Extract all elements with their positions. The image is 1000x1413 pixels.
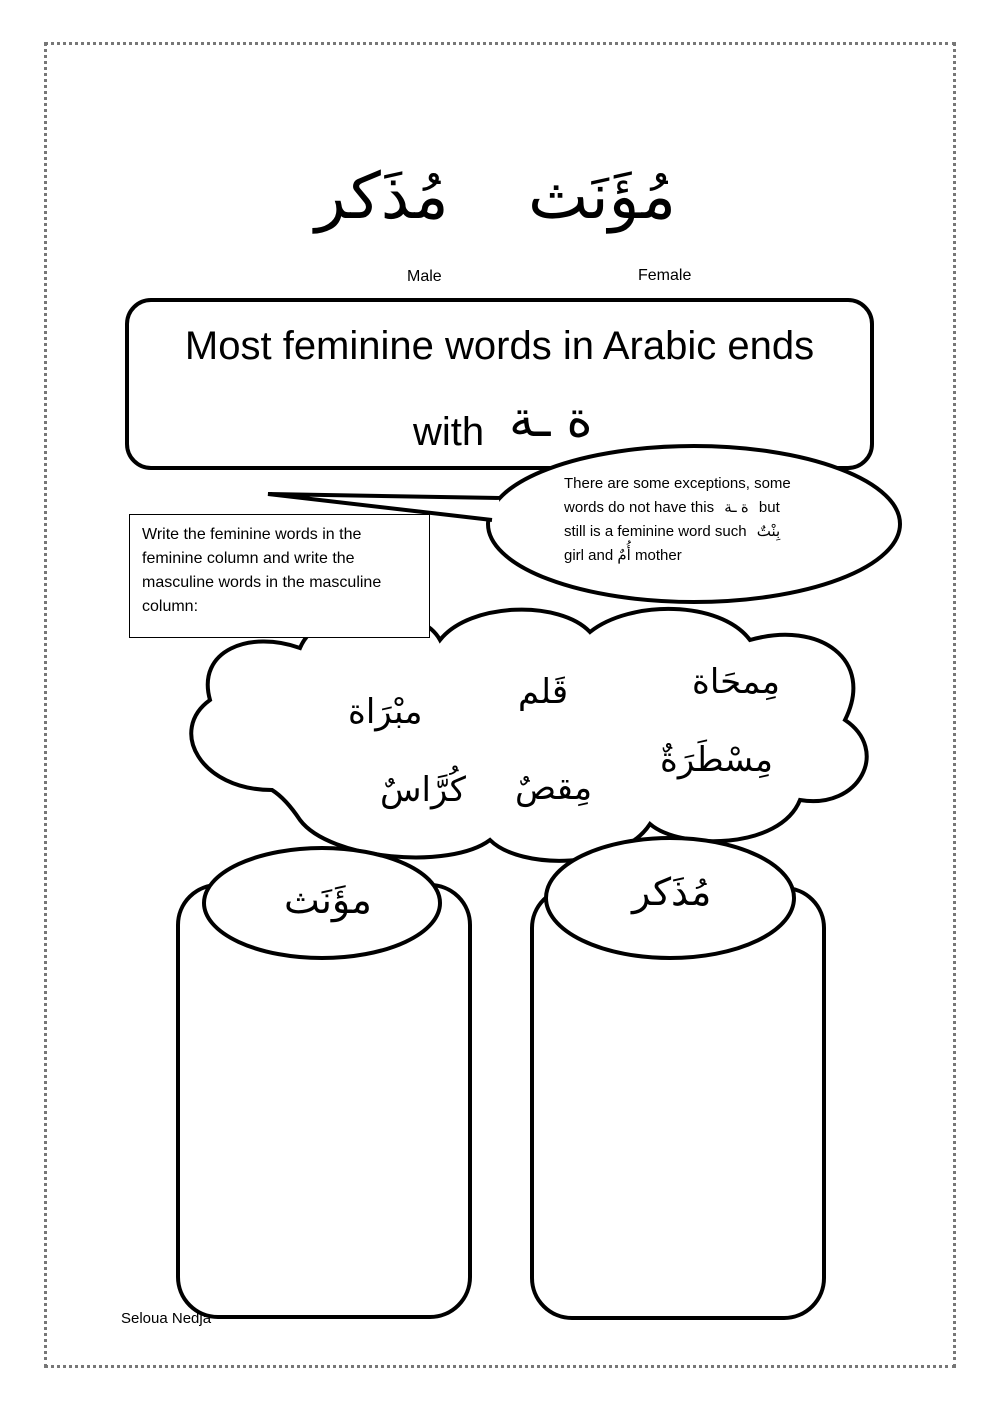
rule-line-2: with xyxy=(413,410,485,454)
exception-line-2 xyxy=(564,496,834,520)
title-masculine: مُذَكر xyxy=(315,160,449,234)
exception-line-2-start: words do not have this xyxy=(564,499,715,516)
exception-line-3-start: still is a feminine word such xyxy=(564,523,747,540)
rule-letters: ة ـة xyxy=(509,390,593,448)
word-ruler[interactable]: مِسْطَرَةٌ xyxy=(660,740,774,780)
male-label: Male xyxy=(407,268,442,285)
word-notebook[interactable]: كُرَّاسٌ xyxy=(380,770,466,810)
exception-word-mother: أُمٌ xyxy=(617,547,631,564)
feminine-column-title: مؤَنَث xyxy=(284,878,372,922)
exception-text xyxy=(564,472,834,568)
instructions-box: Write the feminine words in the feminine column and write the masculine words in the masculine column: xyxy=(129,514,430,638)
exception-letters: ة ـة xyxy=(724,499,749,516)
exception-line-4 xyxy=(564,544,834,568)
female-label: Female xyxy=(638,267,692,284)
word-pen[interactable]: قَلم xyxy=(518,672,569,712)
exception-line-4-end: mother xyxy=(635,547,682,564)
exception-line-4-start: girl and xyxy=(564,547,614,564)
title-feminine: مُؤَنَث xyxy=(528,160,676,234)
word-eraser[interactable]: مِمحَاة xyxy=(692,662,780,702)
word-cloud xyxy=(191,609,866,861)
exception-line-1: There are some exceptions, some xyxy=(564,475,791,492)
exception-line-3 xyxy=(564,520,834,544)
word-scissors[interactable]: مِقصٌ xyxy=(515,768,593,808)
exception-line-2-end: but xyxy=(758,499,780,516)
bubble-tail-join xyxy=(496,500,497,518)
masculine-column-title: مُذَكر xyxy=(632,870,712,914)
word-sharpener[interactable]: مبْرَاة xyxy=(348,692,423,732)
rule-line-1: Most feminine words in Arabic ends xyxy=(184,324,815,368)
exception-word-girl: بِنْتٌ xyxy=(756,523,781,540)
author-credit: Seloua Nedja xyxy=(121,1310,212,1327)
